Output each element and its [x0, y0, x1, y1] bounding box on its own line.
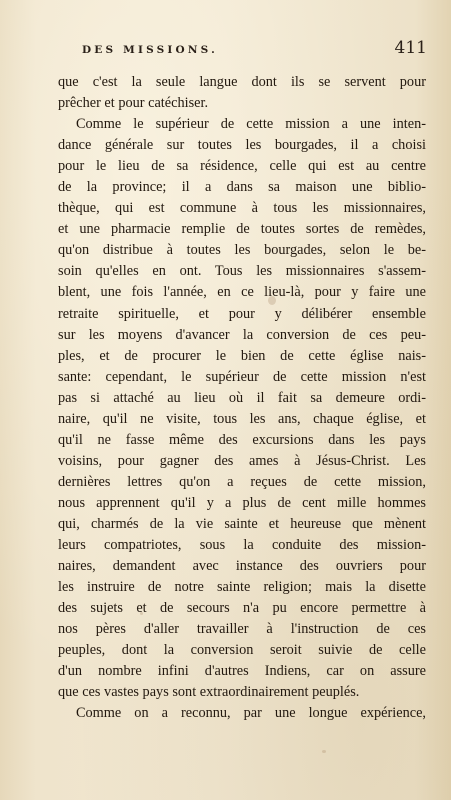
text-line: qui, charmés de la vie sainte et heureuse que mènent [58, 515, 426, 532]
body-text [58, 72, 426, 724]
text-line: naires, demandent avec instance des ouvriers pour [58, 558, 426, 575]
text-line: que ces vastes pays sont extraordinairement peuplés. [58, 684, 360, 701]
text-line: sur les moyens d'avancer la conversion de ces peu- [58, 326, 426, 343]
text-line: Comme on a reconnu, par une longue expérience, [76, 705, 426, 722]
paper-stain [322, 750, 326, 753]
text-line: que c'est la seule langue dont ils se servent pour [58, 74, 426, 90]
text-line: retraite spirituelle, et pour y délibérer ensemble [58, 305, 426, 322]
text-line: les instruire de notre sainte religion; mais la disette [58, 579, 426, 596]
text-line: dernières lettres qu'on a reçues de cette mission, [58, 473, 426, 490]
text-line: thèque, qui est commune à tous les missionnaires, [58, 200, 426, 217]
text-line: des sujets et de secours n'a pu encore permettre à [58, 600, 426, 617]
text-line: soin qu'elles en ont. Tous les missionnaires s'assem- [58, 263, 426, 280]
text-line: de la province; il a dans sa maison une biblio- [58, 179, 426, 196]
text-line: d'un nombre infini d'autres Indiens, car on assure [58, 663, 426, 680]
page-number: 411 [394, 38, 427, 58]
text-line: naire, qu'il ne visite, tous les ans, chaque église, et [58, 410, 426, 427]
text-line: qu'on distribue à toutes les bourgades, selon le be- [58, 242, 426, 259]
text-line: peuples, dont la conversion seroit suivie de celle [58, 642, 426, 659]
text-line: pas si attaché au lieu où il fait sa demeure ordi- [58, 389, 426, 406]
running-head: DES MISSIONS. [82, 44, 218, 56]
text-line: blent, une fois l'année, en ce lieu-là, pour y faire une [58, 284, 426, 301]
text-line: nous apprennent qu'il y a plus de cent mille hommes [58, 494, 426, 511]
text-line: Comme le supérieur de cette mission a une inten- [76, 116, 426, 133]
text-line: qu'il ne fasse même des excursions dans les pays [58, 431, 426, 448]
text-line: sante: cependant, le supérieur de cette mission n'est [58, 368, 426, 385]
text-line: nos pères d'aller travailler à l'instruction de ces [58, 621, 426, 638]
text-line: dance générale sur toutes les bourgades, il a choisi [58, 137, 426, 154]
text-line: ples, et de procurer le bien de cette église nais- [58, 347, 426, 364]
text-line: voisins, pour gagner des ames à Jésus-Christ. Les [58, 452, 426, 469]
text-line: leurs compatriotes, sous la conduite des mission- [58, 537, 426, 554]
text-line: prêcher et pour catéchiser. [58, 95, 209, 112]
page-header [82, 38, 427, 60]
text-line: et une pharmacie remplie de toutes sortes de remèdes, [58, 221, 426, 238]
text-line: pour le lieu de sa résidence, celle qui est au centre [58, 158, 426, 175]
